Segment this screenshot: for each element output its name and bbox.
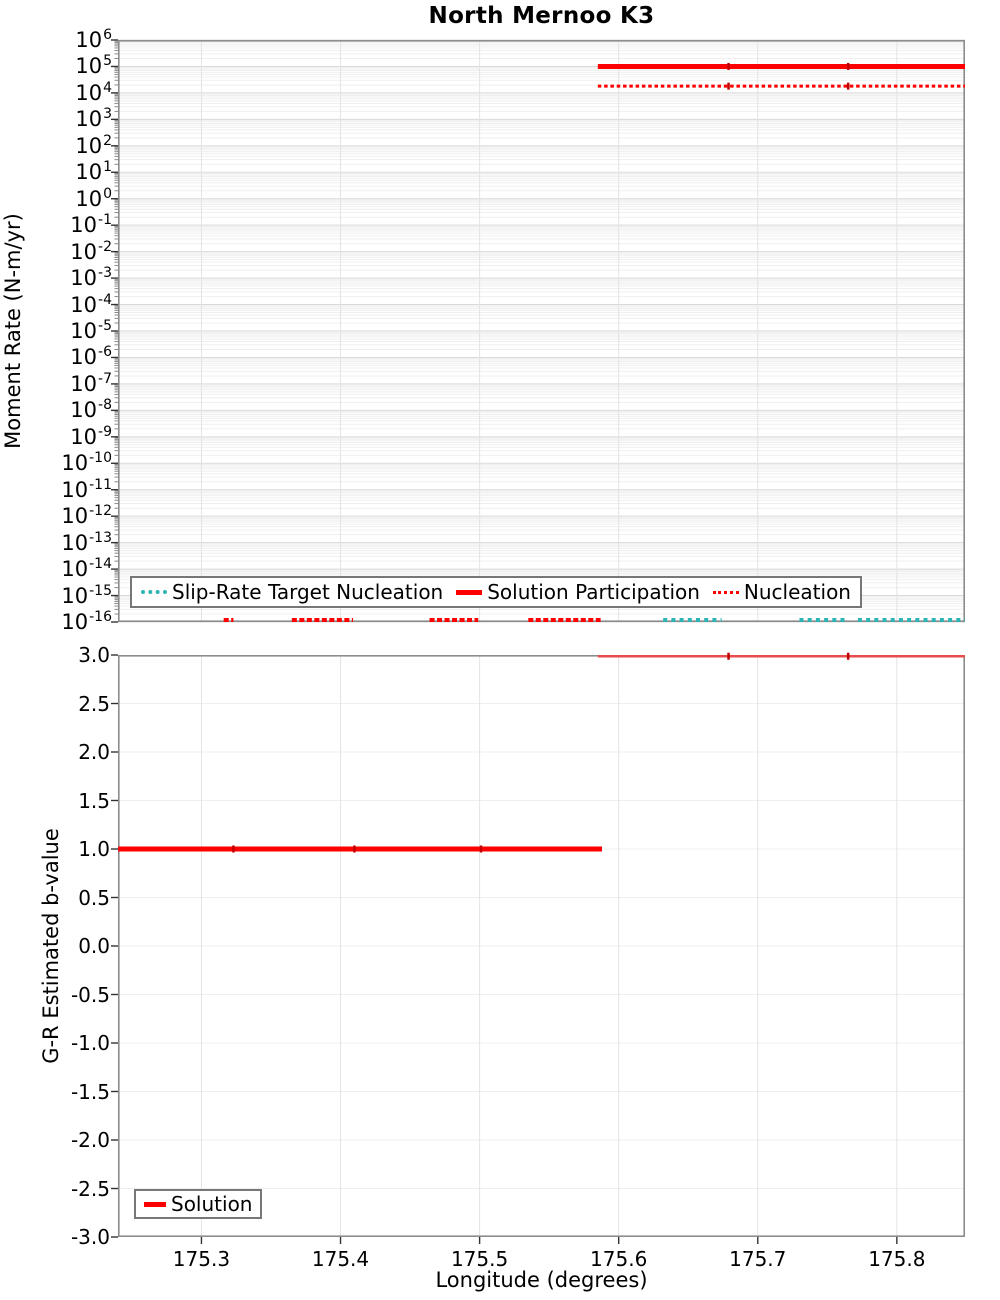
y-tick-label: $10^{-2}$	[70, 238, 112, 264]
y-tick-label: $10^0$	[75, 185, 112, 211]
teal-dotted-line-swatch-icon	[141, 590, 167, 594]
y-tick-label: -2.5	[70, 1176, 110, 1201]
y-tick-label: $10^3$	[75, 106, 112, 132]
moment-rate-axis-label: Moment Rate (N-m/yr)	[1, 213, 25, 449]
series-solution	[118, 653, 965, 853]
legend-item-solution	[144, 1192, 252, 1216]
y-tick-label: $10^{-4}$	[70, 291, 112, 317]
x-tick-label: 175.8	[868, 1247, 926, 1271]
chart-title: North Mernoo K3	[428, 3, 655, 29]
y-tick-label: $10^{-3}$	[70, 265, 112, 291]
legend-label: Solution	[171, 1192, 253, 1216]
y-tick-label: $10^{-14}$	[61, 556, 112, 582]
y-tick-label: $10^{-9}$	[70, 423, 112, 449]
b-value-axis-label: G-R Estimated b-value	[39, 828, 63, 1064]
y-tick-label: $10^{-13}$	[61, 529, 112, 555]
y-tick-label: 2.5	[78, 691, 110, 716]
y-tick-label: $10^{-11}$	[61, 476, 112, 502]
y-tick-label: -3.0	[70, 1225, 110, 1249]
series-solution-participation	[598, 63, 965, 70]
gridlines	[118, 655, 965, 1237]
red-solid-line-swatch-icon	[144, 1202, 166, 1207]
red-dotted-line-swatch-icon	[713, 591, 739, 594]
y-tick-label: $10^{-7}$	[70, 370, 112, 396]
y-tick-label: 2.0	[78, 740, 110, 764]
y-tick-label: $10^2$	[75, 132, 112, 158]
moment-rate-plot-area	[118, 40, 965, 622]
y-tick-label: 0.5	[78, 885, 110, 910]
legend-label: Nucleation	[743, 580, 851, 604]
y-tick-label: $10^{-10}$	[61, 450, 112, 476]
x-tick-label: 175.4	[311, 1247, 370, 1271]
y-tick-label: $10^{-5}$	[70, 318, 112, 343]
y-tick-label: -2.0	[70, 1128, 110, 1152]
x-tick-label: 175.5	[450, 1247, 509, 1271]
legend-label: Solution Participation	[487, 580, 700, 604]
y-tick-label: -1.5	[70, 1079, 110, 1104]
y-tick-label: $10^{-1}$	[70, 212, 112, 238]
y-tick-label: -0.5	[70, 982, 110, 1007]
legend-item-slip-rate-target-nucleation	[141, 580, 443, 604]
legend-item-solution-participation	[456, 580, 700, 604]
legend-item-nucleation	[713, 580, 851, 604]
y-tick-label: -1.0	[70, 1031, 110, 1055]
y-tick-label: $10^{-15}$	[61, 582, 112, 608]
b-value-legend	[134, 1189, 262, 1219]
y-tick-label: 1.5	[78, 788, 110, 813]
y-tick-label: 3.0	[78, 643, 110, 667]
legend-label: Slip-Rate Target Nucleation	[172, 580, 444, 604]
y-tick-label: 0.0	[78, 934, 110, 958]
y-tick-label: $10^{-8}$	[70, 397, 112, 423]
y-tick-label: $10^6$	[75, 27, 112, 52]
b-value-plot-area	[118, 655, 965, 1237]
gridlines	[118, 40, 965, 622]
x-tick-label: 175.7	[729, 1247, 787, 1271]
y-tick-label: $10^{-16}$	[61, 609, 112, 634]
y-tick-label: $10^4$	[75, 79, 112, 105]
y-tick-label: $10^5$	[75, 53, 112, 79]
y-tick-label: $10^{-6}$	[70, 344, 112, 370]
y-tick-label: $10^{-12}$	[61, 503, 112, 529]
longitude-axis-label: Longitude (degrees)	[435, 1268, 648, 1292]
axis-ticks	[111, 655, 897, 1244]
series-nucleation	[224, 83, 965, 620]
x-tick-label: 175.3	[172, 1247, 231, 1271]
red-solid-line-swatch-icon	[456, 590, 482, 595]
y-tick-label: 1.0	[78, 837, 110, 861]
axis-ticks	[111, 40, 118, 622]
moment-rate-legend	[130, 576, 862, 608]
x-tick-label: 175.6	[590, 1247, 648, 1271]
y-tick-label: $10^1$	[75, 159, 112, 185]
